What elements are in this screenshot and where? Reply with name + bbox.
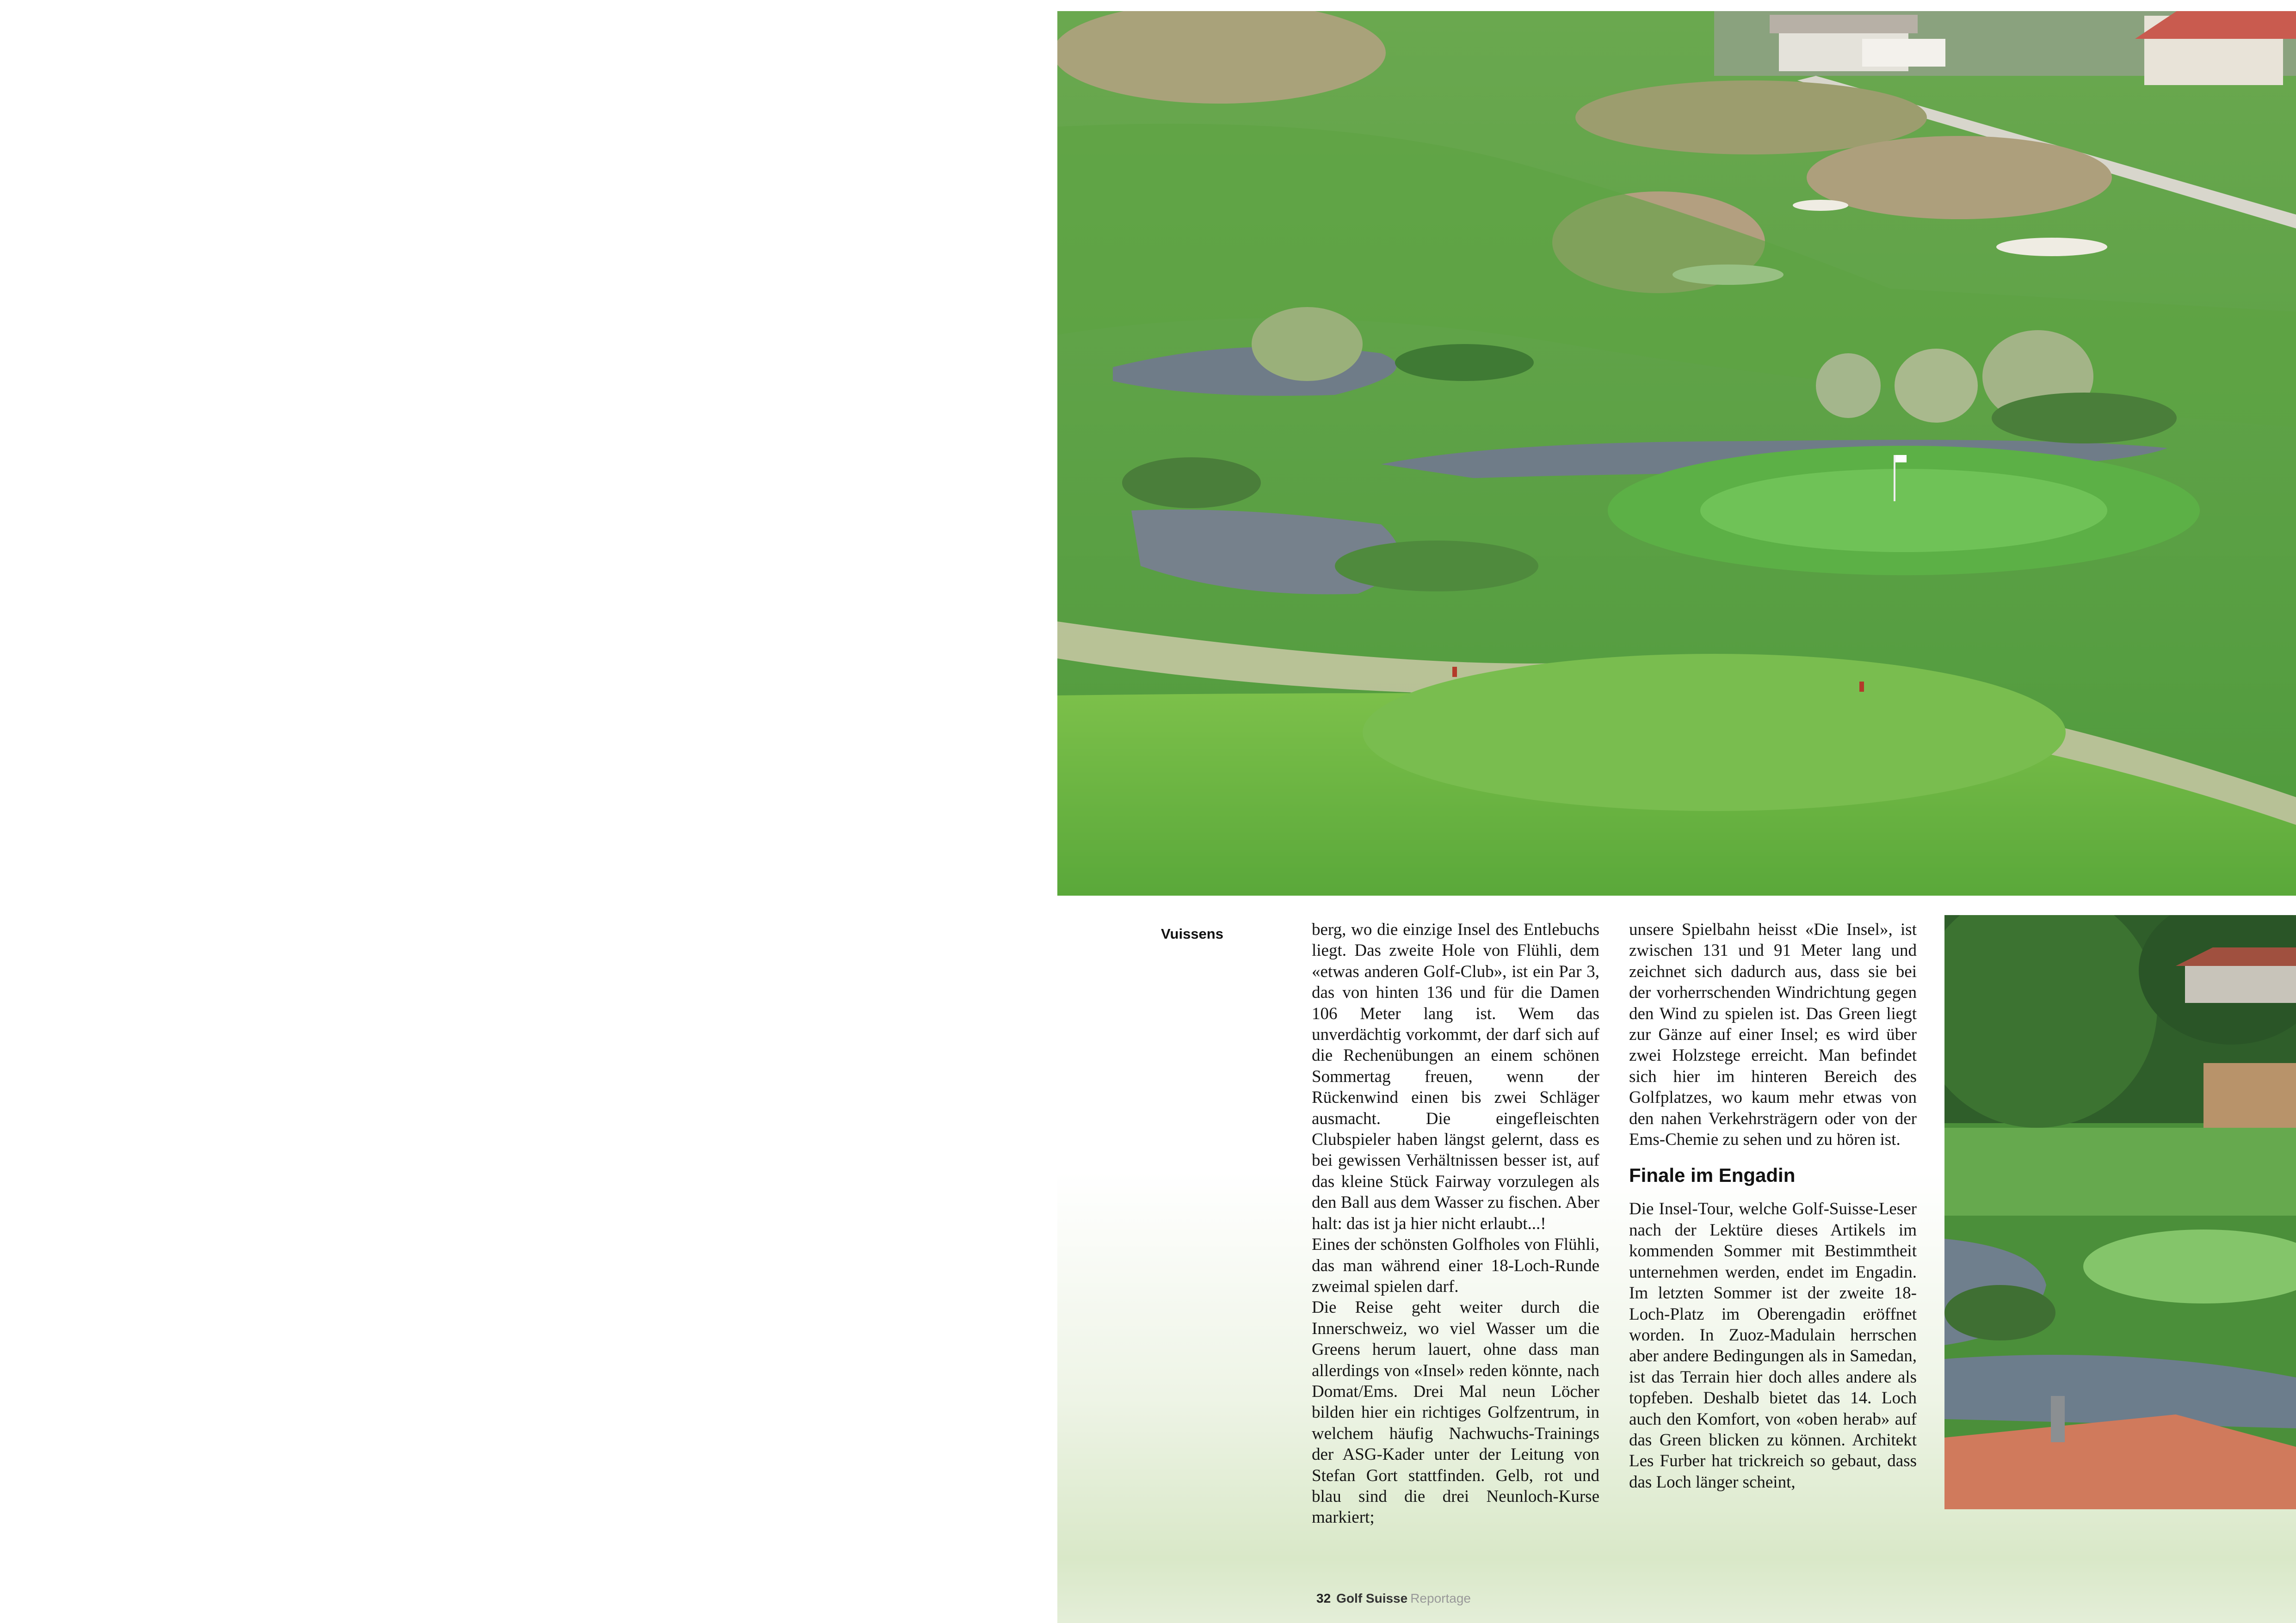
magazine-page [1057, 11, 2296, 1623]
section-heading: Finale im Engadin [1629, 1164, 1796, 1187]
page-number: 32 [1316, 1591, 1331, 1605]
paragraph: Eines der schönsten Golfholes von Flühli, das man während einer 18-Loch-Runde zweimal spielen darf. [1312, 1235, 1599, 1296]
paragraph: berg, wo die einzige Insel des Entlebuchs liegt. Das zweite Hole von Flühli, dem «etwas anderen Golf-Club», ist ein Par 3, das von hinten 136 und für die Damen 106 Meter lang ist. Wem das unverdächtig vorkommt, der darf sich auf die Rechenübungen an einem schönen Sommertag freuen, wenn der Rückenwind einen bis zwei Schläger ausmacht. Die eingefleischten Clubspieler haben längst gelernt, dass es bei gewissen Verhältnissen besser ist, auf das kleine Stück Fairway vorzulegen als den Ball aus dem Wasser zu fischen. Aber halt: das ist ja hier nicht erlaubt...! [1312, 920, 1599, 1233]
paragraph: unsere Spielbahn heisst «Die Insel», ist zwischen 131 und 91 Meter lang und zeichnet sich dadurch aus, dass sie bei der vorherrschenden Windrichtung gegen den Wind zu spielen ist. Das Green liegt zur Gänze auf einer Insel; es wird über zwei Holzstege erreicht. Man befindet sich hier im hinteren Bereich des Golfplatzes, wo kaum mehr etwas von den nahen Verkehrsträgern oder von der Ems-Chemie zu sehen und zu hören ist. [1629, 920, 1917, 1150]
paragraph: Die Insel-Tour, welche Golf-Suisse-Leser nach der Lektüre dieses Artikels im kommenden Sommer mit Bestimmtheit unternehmen werden, endet im Engadin. Im letzten Sommer ist der zweite 18-Loch-Platz im Oberengadin eröffnet worden. In Zuoz-Madulain herrschen aber andere Bedingungen als in Samedan, ist das Terrain hier doch alles andere als topfeben. Deshalb bietet das 14. Loch auch den Komfort, von «oben herab» auf das Green blicken zu können. Architekt Les Furber hat trickreich so gebaut, dass das Loch länger scheint, [1629, 1199, 1917, 1492]
section-name: Reportage [1410, 1591, 1471, 1605]
side-golf-photo [1944, 915, 2296, 1509]
image-caption: Vuissens [1161, 926, 1223, 942]
page-footer [1316, 1591, 1471, 1606]
text-column-2 [1629, 919, 1917, 1493]
text-column-1 [1312, 919, 1599, 1528]
magazine-name: Golf Suisse [1336, 1591, 1408, 1605]
paragraph: Die Reise geht weiter durch die Innerschweiz, wo viel Wasser um die Greens herum lauert, ohne dass man allerdings von «Insel» reden könnte, nach Domat/Ems. Drei Mal neun Löcher bilden hier ein richtiges Golfzentrum, in welchem häufig Nachwuchs-Trainings der ASG-Kader unter der Leitung von Stefan Gort stattfinden. Gelb, rot und blau sind die drei Neunloch-Kurse markiert; [1312, 1298, 1599, 1527]
golf-course-photo [1057, 11, 2296, 896]
